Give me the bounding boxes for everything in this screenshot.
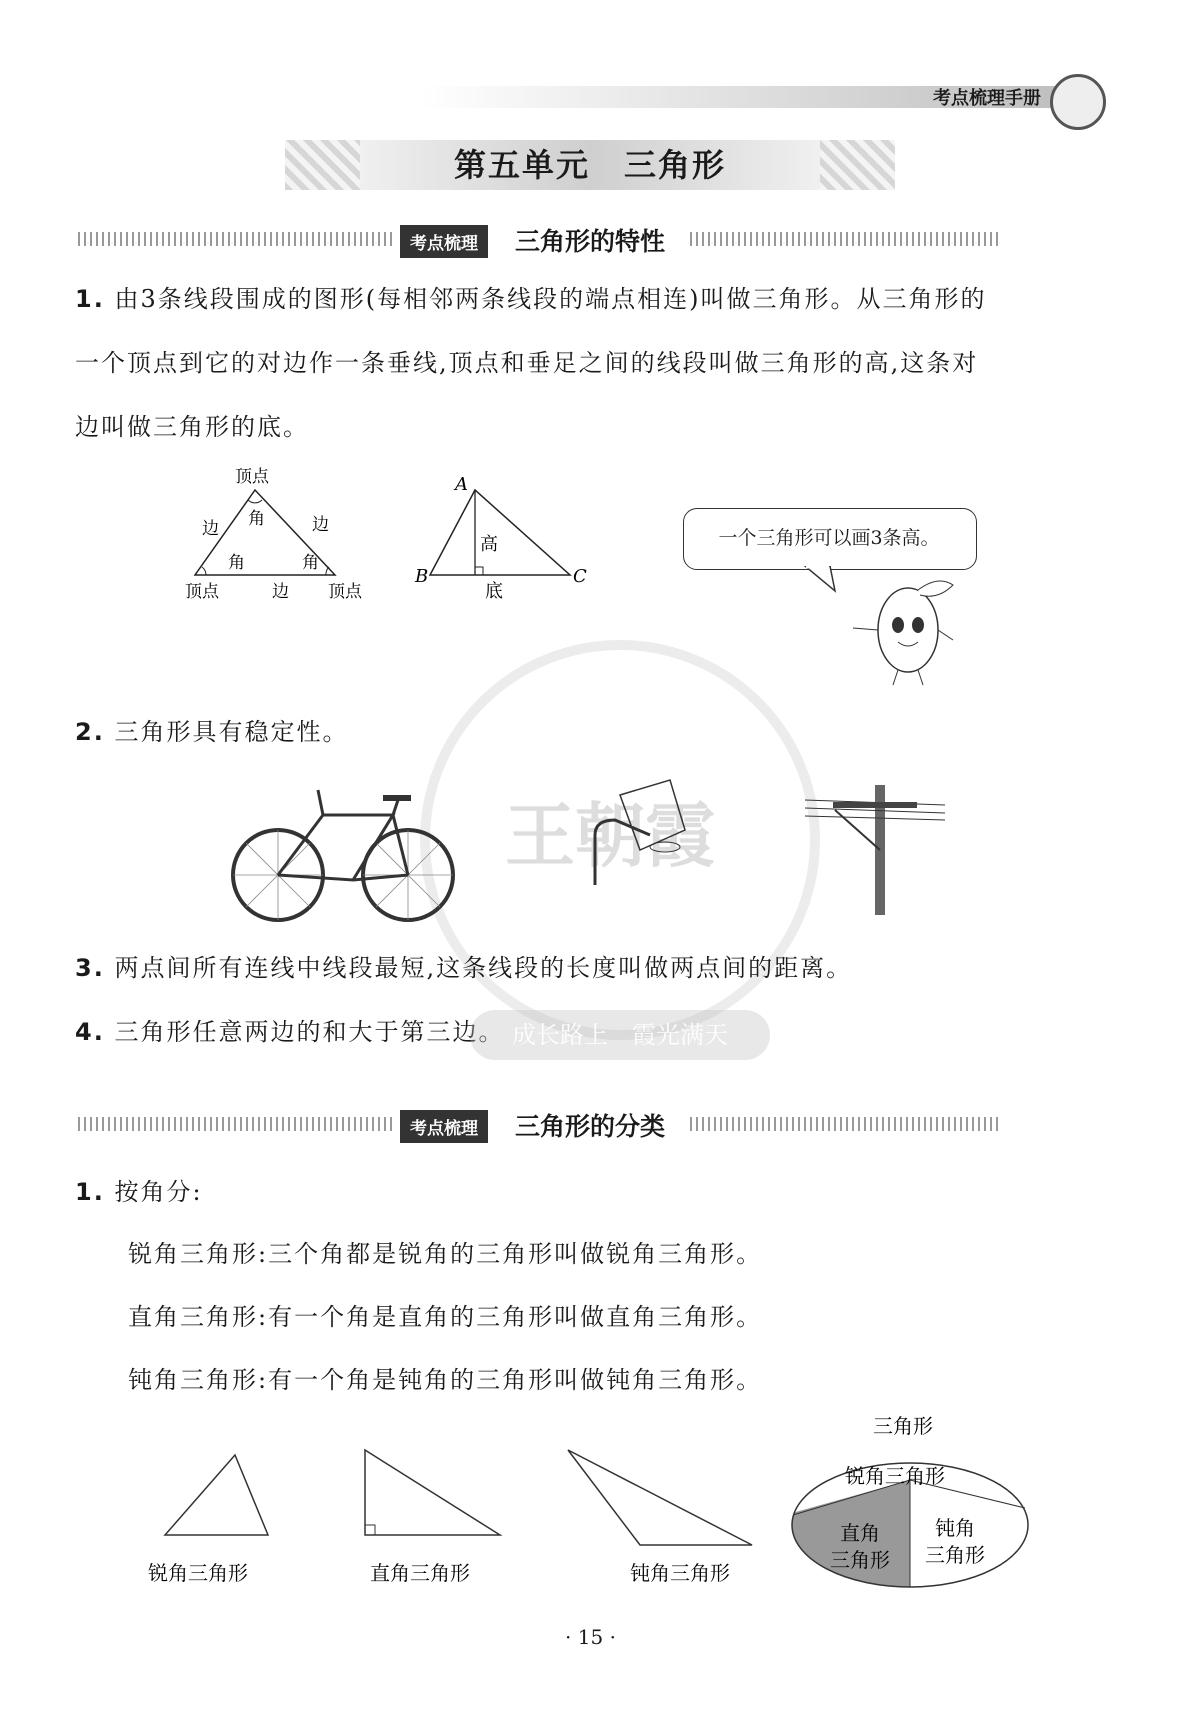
obtuse-triangle-shape: [568, 1450, 752, 1545]
right-triangle-shape: [365, 1450, 500, 1535]
definition-term: 锐角三角形:: [128, 1240, 269, 1268]
acute-triangle-label: 锐角三角形: [148, 1561, 248, 1585]
label-side-right: 边: [312, 515, 329, 535]
triangle-height-figure: [414, 474, 587, 602]
label-vertex-left: 顶点: [185, 582, 219, 602]
page-number: · 15 ·: [565, 1625, 616, 1649]
item-text: 两点间所有连线中线段最短,这条线段的长度叫做两点间的距离。: [114, 954, 853, 982]
section-divider: [690, 1117, 1000, 1131]
definition-text: 有一个角是直角的三角形叫做直角三角形。: [268, 1303, 763, 1331]
basketball-hoop-illustration: [590, 775, 700, 895]
triangle-parts-figure: [185, 467, 363, 602]
list-item: [75, 267, 1000, 459]
diagram-title: 三角形: [873, 1414, 933, 1438]
item-number: 2.: [75, 718, 105, 746]
item-text: 按角分:: [114, 1178, 203, 1206]
definition-obtuse: [128, 1360, 762, 1395]
right-triangle-label: 直角三角形: [370, 1561, 470, 1585]
label-a: A: [455, 474, 468, 495]
speech-bubble-text: 一个三角形可以画3条高。: [718, 527, 940, 549]
triangle-types-shapes: [140, 1445, 780, 1585]
watermark-slogan: 成长路上 霞光满天: [470, 1010, 770, 1060]
section-divider: [78, 232, 393, 246]
item-number: 1.: [75, 285, 105, 313]
diagram-right-label-2: 三角形: [830, 1548, 890, 1572]
watermark-name: 王朝霞: [505, 794, 715, 877]
speech-bubble-tail: [800, 566, 840, 596]
classification-diagram: [785, 1405, 1035, 1595]
section-title: 三角形的特性: [515, 227, 666, 256]
label-height: 高: [480, 534, 498, 555]
utility-pole-illustration: [805, 780, 945, 920]
label-vertex-top: 顶点: [235, 467, 269, 487]
item-number: 1.: [75, 1178, 105, 1206]
publisher-logo: [1050, 74, 1106, 130]
unit-title: 第五单元 三角形: [453, 146, 726, 184]
definition-text: 三个角都是锐角的三角形叫做锐角三角形。: [268, 1240, 763, 1268]
label-c: C: [573, 566, 587, 587]
diagram-obtuse-label-1: 钝角: [935, 1516, 975, 1540]
definition-term: 钝角三角形:: [128, 1366, 269, 1394]
item-text: 三角形任意两边的和大于第三边。: [114, 1018, 505, 1046]
section-title: 三角形的分类: [515, 1112, 666, 1141]
diagram-acute-label: 锐角三角形: [845, 1464, 945, 1488]
definition-text: 有一个角是钝角的三角形叫做钝角三角形。: [268, 1366, 763, 1394]
label-b: B: [415, 566, 429, 587]
mascot-illustration: [848, 570, 978, 690]
label-vertex-right: 顶点: [328, 582, 362, 602]
item-text: 由3条线段围成的图形(每相邻两条线段的端点相连)叫做三角形。从三角形的一个顶点到它的对边作一条垂线,顶点和垂足之间的线段叫做三角形的高,这条对边叫做三角形的底。: [75, 285, 987, 441]
label-base: 底: [485, 581, 503, 602]
label-side-bottom: 边: [272, 582, 289, 602]
label-angle-left: 角: [228, 553, 245, 573]
triangle-diagrams: [180, 460, 600, 610]
section-divider: [690, 232, 1000, 246]
label-side-left: 边: [202, 519, 219, 539]
diagram-right-label-1: 直角: [840, 1521, 880, 1545]
list-item: [75, 936, 1000, 1000]
classification-heading: [75, 1160, 203, 1224]
definition-term: 直角三角形:: [128, 1303, 269, 1331]
definition-acute: [128, 1234, 762, 1269]
section-divider: [78, 1117, 393, 1131]
item-text: 三角形具有稳定性。: [114, 718, 349, 746]
item-number: 3.: [75, 954, 105, 982]
section-tag: 考点梳理: [400, 1110, 488, 1143]
section-tag: 考点梳理: [400, 225, 488, 258]
label-angle-top: 角: [248, 509, 265, 529]
item-number: 4.: [75, 1018, 105, 1046]
diagram-obtuse-label-2: 三角形: [925, 1543, 985, 1567]
bicycle-illustration: [228, 785, 458, 925]
definition-right: [128, 1297, 762, 1332]
acute-triangle-shape: [165, 1455, 268, 1535]
label-angle-right: 角: [302, 553, 319, 573]
obtuse-triangle-label: 钝角三角形: [630, 1561, 730, 1585]
header-title: 考点梳理手册: [933, 88, 1041, 109]
